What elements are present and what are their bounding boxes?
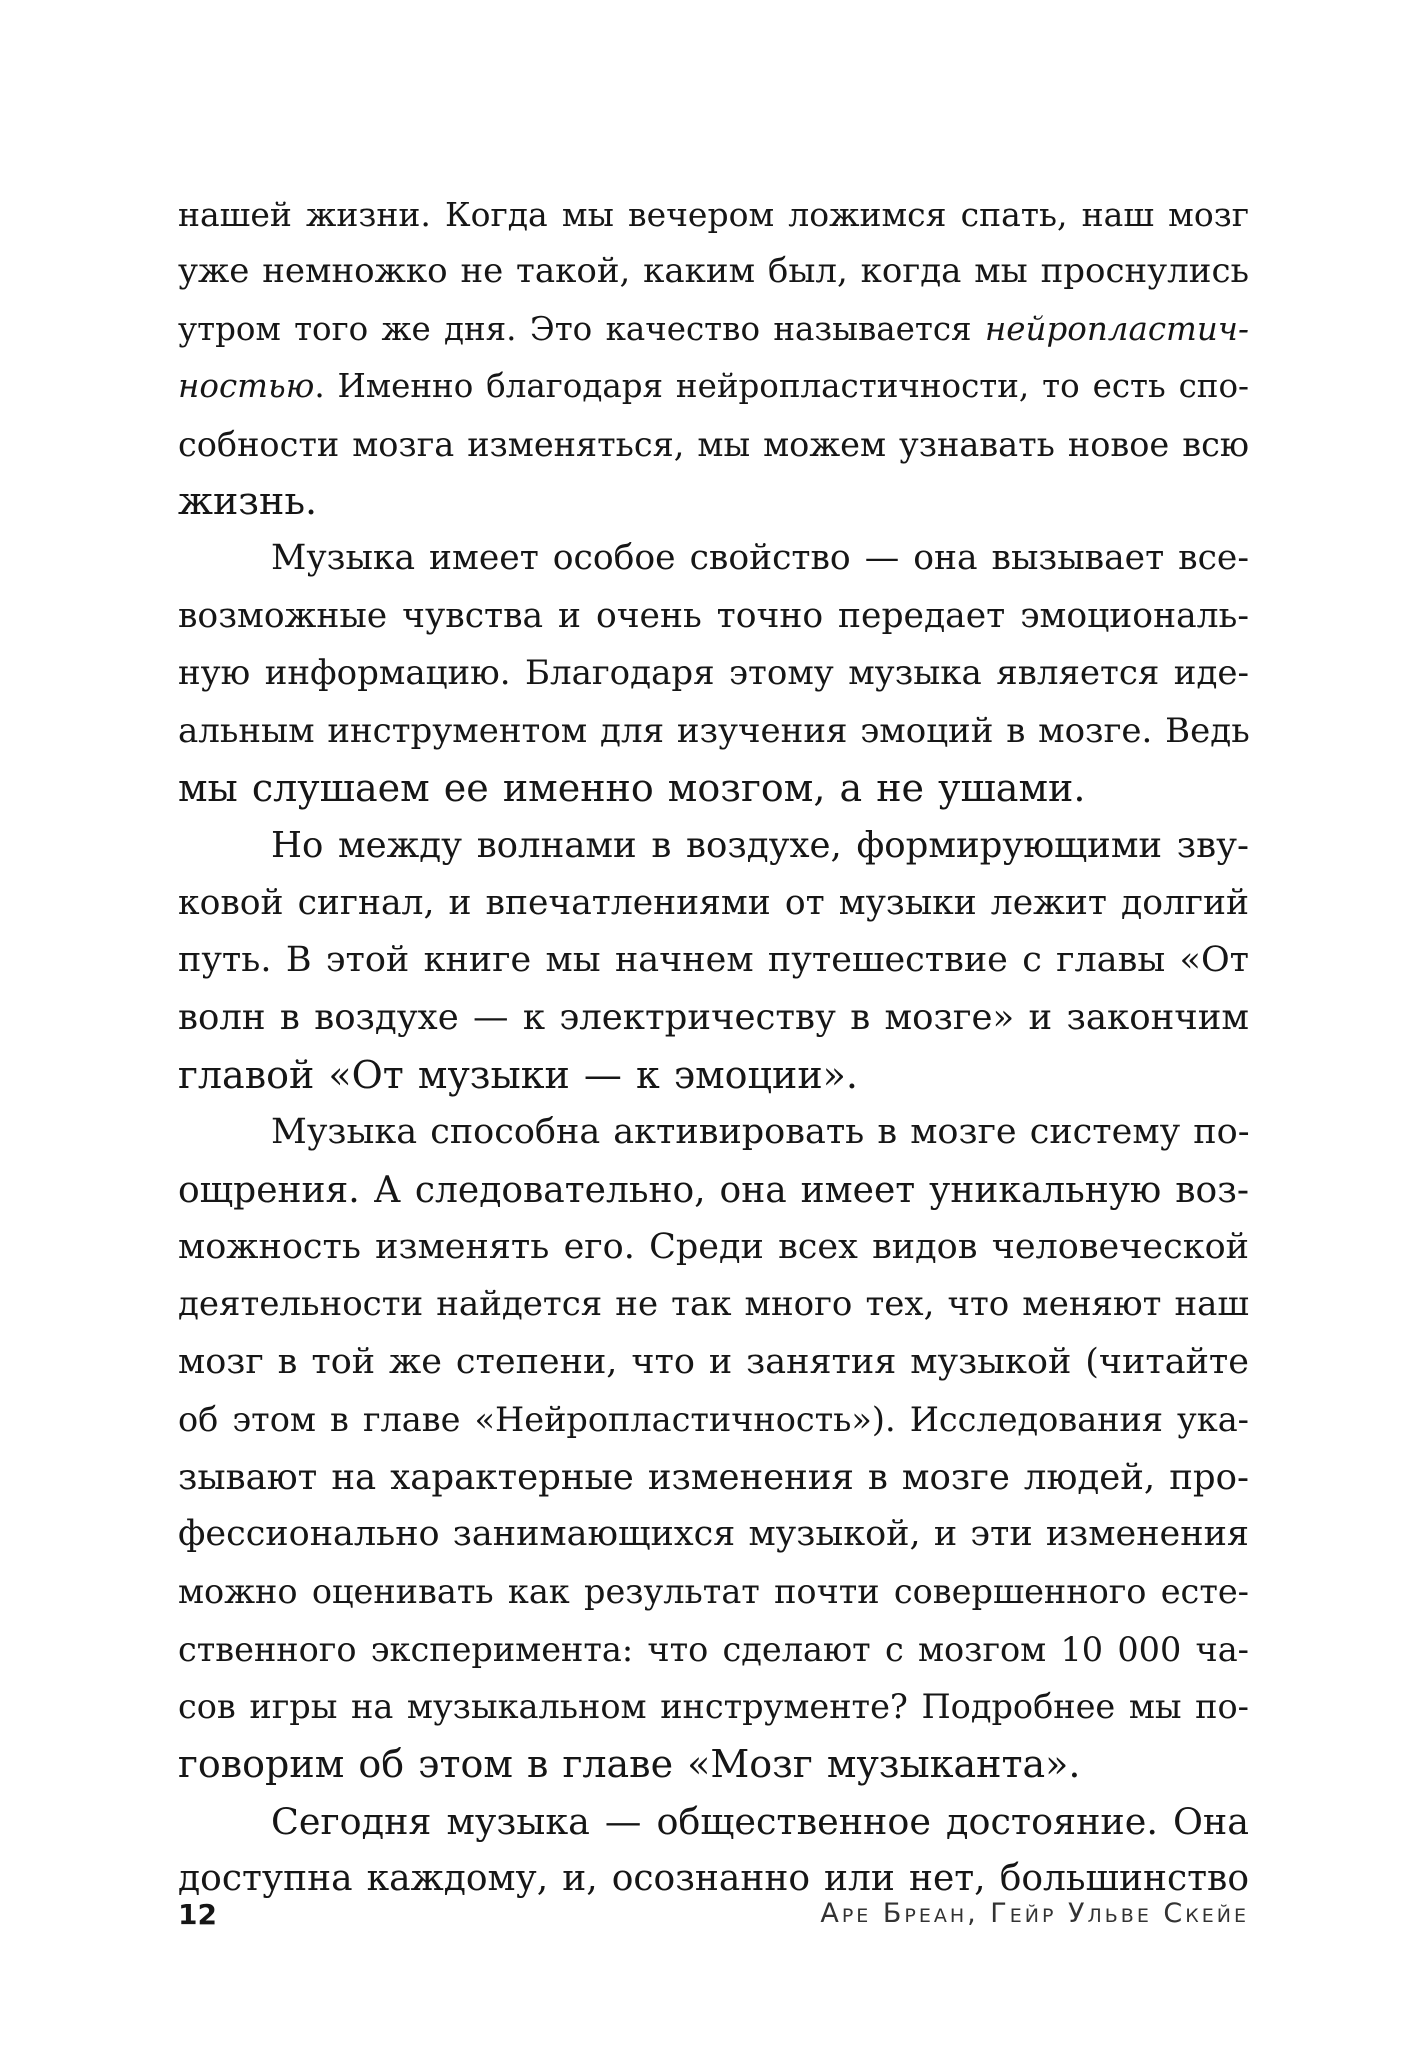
page-footer — [178, 1898, 1249, 1938]
text-line: Музыка имеет особое свойство — она вызывает все- — [271, 538, 1249, 579]
text-line: главой «От музыки — к эмоции». — [178, 1052, 858, 1097]
text-line: ковой сигнал, и впечатлениями от музыки лежит долгий — [178, 882, 1249, 923]
text-line: волн в воздухе — к электричеству в мозге» и закончим — [178, 997, 1249, 1039]
running-head: Аре Бреан, Гейр Ульве Скейе — [820, 1898, 1249, 1929]
text-line: доступна каждому, и, осознанно или нет, большинство — [178, 1858, 1249, 1900]
text-line: ственного эксперимента: что сделают с мозгом 10 000 ча- — [178, 1629, 1249, 1669]
page-number: 12 — [178, 1898, 217, 1931]
text-line: ную информацию. Благодаря этому музыка является иде- — [178, 653, 1249, 694]
paragraph — [178, 1104, 1249, 1793]
text-line — [178, 301, 1249, 358]
text-line: жизнь. — [178, 478, 318, 523]
text-line: нашей жизни. Когда мы вечером ложимся спать, наш мозг — [178, 195, 1249, 234]
italic-term: ностью — [178, 367, 315, 406]
text-line: можность изменять его. Среди всех видов человеческой — [178, 1227, 1249, 1268]
text-line: возможные чувства и очень точно передает эмоциональ- — [178, 595, 1249, 636]
text-line: мозг в той же степени, что и занятия музыкой (читайте — [178, 1341, 1249, 1382]
page-body — [178, 186, 1249, 1908]
text-line: сов игры на музыкальном инструменте? Подробнее мы по- — [178, 1687, 1249, 1727]
text-line: об этом в главе «Нейропластичность»). Исследования ука- — [178, 1400, 1249, 1440]
paragraph — [178, 817, 1249, 1104]
text-line: ощрения. А следовательно, она имеет уникальную воз- — [178, 1169, 1249, 1211]
text-line: деятельности найдется не так много тех, что меняют наш — [178, 1284, 1249, 1325]
text-line: путь. В этой книге мы начнем путешествие с главы «От — [178, 940, 1249, 981]
text-line — [178, 358, 1249, 415]
paragraph — [178, 186, 1249, 530]
text-line: Но между волнами в воздухе, формирующими зву- — [271, 825, 1249, 867]
text-line: зывают на характерные изменения в мозге людей, про- — [178, 1456, 1249, 1498]
text-line: фессионально занимающихся музыкой, и эти изменения — [178, 1513, 1249, 1554]
text-run: утром того же дня. Это качество называется — [178, 309, 985, 348]
text-line: собности мозга изменяться, мы можем узнавать новое всю — [178, 424, 1249, 464]
text-line: Сегодня музыка — общественное достояние. Она — [271, 1799, 1249, 1843]
text-line: мы слушаем ее именно мозгом, а не ушами. — [178, 765, 1086, 810]
text-run: . Именно благодаря нейропластичности, то есть спо- — [314, 367, 1249, 406]
text-line: Музыка способна активировать в мозге систему по- — [271, 1112, 1250, 1153]
italic-term: нейропластич- — [984, 309, 1249, 348]
text-line: альным инструментом для изучения эмоций в мозге. Ведь — [178, 710, 1250, 751]
text-line: можно оценивать как результат почти совершенного есте- — [178, 1572, 1249, 1612]
text-line: говорим об этом в главе «Мозг музыканта». — [178, 1741, 1081, 1786]
paragraph — [178, 1793, 1249, 1908]
paragraph — [178, 530, 1249, 817]
text-line: уже немножко не такой, каким был, когда мы проснулись — [178, 251, 1249, 292]
